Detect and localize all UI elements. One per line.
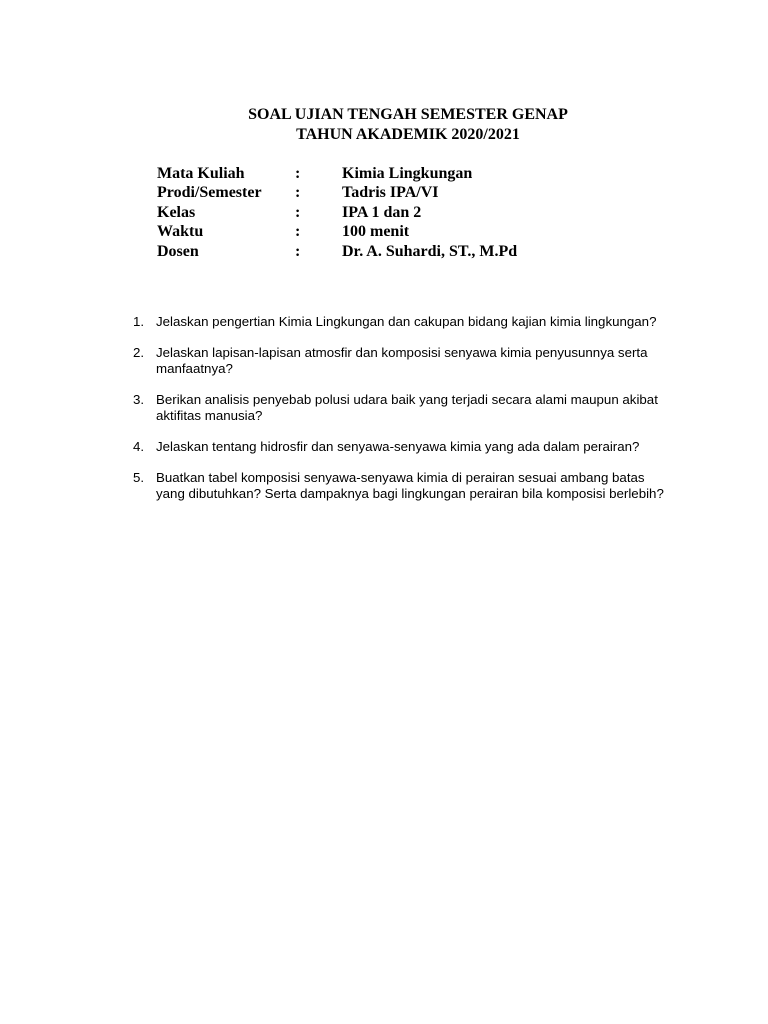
question-item: [133, 314, 673, 330]
question-item: [133, 439, 673, 455]
question-number: 1.: [133, 314, 145, 329]
info-colon: :: [295, 204, 301, 221]
question-item: [133, 470, 673, 502]
info-colon: :: [295, 184, 301, 201]
question-number: 3.: [133, 392, 145, 407]
question-list: [133, 314, 673, 517]
question-item: [133, 392, 673, 424]
info-value: 100 menit: [342, 223, 410, 240]
info-colon: :: [295, 165, 301, 182]
question-number: 5.: [133, 470, 145, 485]
question-text: Buatkan tabel komposisi senyawa-senyawa kimia di perairan sesuai ambang batas yang dibutuhkan? Serta dampaknya bagi lingkungan perairan bila komposisi berlebih?: [156, 470, 664, 501]
info-label: Dosen: [157, 243, 199, 260]
question-number: 2.: [133, 345, 145, 360]
info-value: Dr. A. Suhardi, ST., M.Pd: [342, 243, 518, 260]
info-value: Kimia Lingkungan: [342, 165, 473, 182]
info-colon: :: [295, 223, 301, 240]
info-value: Tadris IPA/VI: [342, 184, 439, 201]
info-value: IPA 1 dan 2: [342, 204, 422, 221]
exam-title: SOAL UJIAN TENGAH SEMESTER GENAP: [248, 106, 568, 123]
question-text: Jelaskan pengertian Kimia Lingkungan dan cakupan bidang kajian kimia lingkungan?: [156, 314, 657, 329]
question-text: Jelaskan lapisan-lapisan atmosfir dan komposisi senyawa kimia penyusunnya serta manfaatnya?: [156, 345, 648, 376]
info-label: Waktu: [157, 223, 204, 240]
info-colon: :: [295, 243, 301, 260]
info-label: Kelas: [157, 204, 196, 221]
question-number: 4.: [133, 439, 145, 454]
question-item: [133, 345, 673, 377]
info-label: Mata Kuliah: [157, 165, 245, 182]
academic-year-title: TAHUN AKADEMIK 2020/2021: [296, 126, 520, 143]
question-text: Berikan analisis penyebab polusi udara baik yang terjadi secara alami maupun akibat aktifitas manusia?: [156, 392, 658, 423]
question-text: Jelaskan tentang hidrosfir dan senyawa-senyawa kimia yang ada dalam perairan?: [156, 439, 640, 454]
info-label: Prodi/Semester: [157, 184, 262, 201]
